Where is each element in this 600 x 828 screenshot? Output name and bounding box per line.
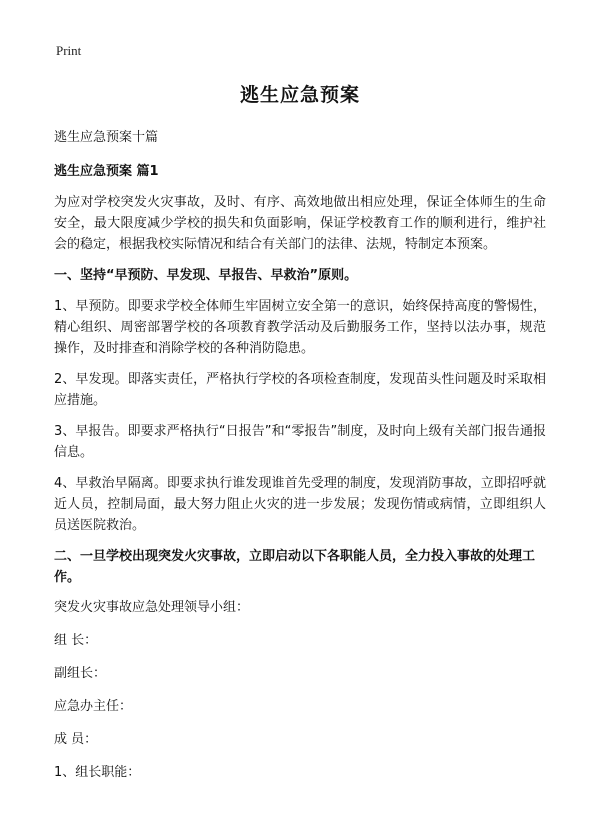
section-title: 逃生应急预案 篇1 bbox=[54, 164, 159, 179]
principle-item-1: 1、早预防。即要求学校全体师生牢固树立安全第一的意识，始终保持高度的警惕性，精心组织、周密部署学校的各项教育教学活动及后勤服务工作，坚持以法办事，规范操作，及时排查和消除学校的各种消防隐患。 bbox=[54, 299, 546, 356]
principle-item-3: 3、早报告。即要求严格执行“日报告”和“零报告”制度，及时向上级有关部门报告通报信息。 bbox=[54, 424, 546, 460]
office-director-field: 应急办主任： bbox=[54, 699, 133, 714]
intro-paragraph: 为应对学校突发火灾事故，及时、有序、高效地做出相应处理，保证全体师生的生命安全，最大限度减少学校的损失和负面影响，保证学校教育工作的顺利进行，维护社会的稳定，根据我校实际情况和结合有关部门的法律、法规，特制定本预案。 bbox=[54, 195, 546, 252]
leader-field: 组 长： bbox=[54, 633, 98, 648]
print-link[interactable]: Print bbox=[56, 43, 82, 58]
leadership-group-label: 突发火灾事故应急处理领导小组： bbox=[54, 600, 250, 615]
principle-item-2: 2、早发现。即落实责任，严格执行学校的各项检查制度，发现苗头性问题及时采取相应措施。 bbox=[54, 372, 546, 408]
principle-item-4: 4、早救治早隔离。即要求执行谁发现谁首先受理的制度，发现消防事故，立即招呼就近人员，控制局面，最大努力阻止火灾的进一步发展；发现伤情或病情，立即组织人员送医院救治。 bbox=[54, 476, 546, 533]
leader-duties-field: 1、组长职能： bbox=[54, 765, 141, 780]
deputy-leader-field: 副组长： bbox=[54, 666, 107, 681]
response-heading: 二、一旦学校出现突发火灾事故，立即启动以下各职能人员，全力投入事故的处理工作。 bbox=[54, 549, 536, 585]
principle-heading: 一、坚持“早预防、早发现、早报告、早救治”原则。 bbox=[54, 268, 358, 283]
document-title: 逃生应急预案 bbox=[239, 84, 360, 106]
document-subtitle: 逃生应急预案十篇 bbox=[54, 130, 159, 145]
members-field: 成 员： bbox=[54, 732, 98, 747]
